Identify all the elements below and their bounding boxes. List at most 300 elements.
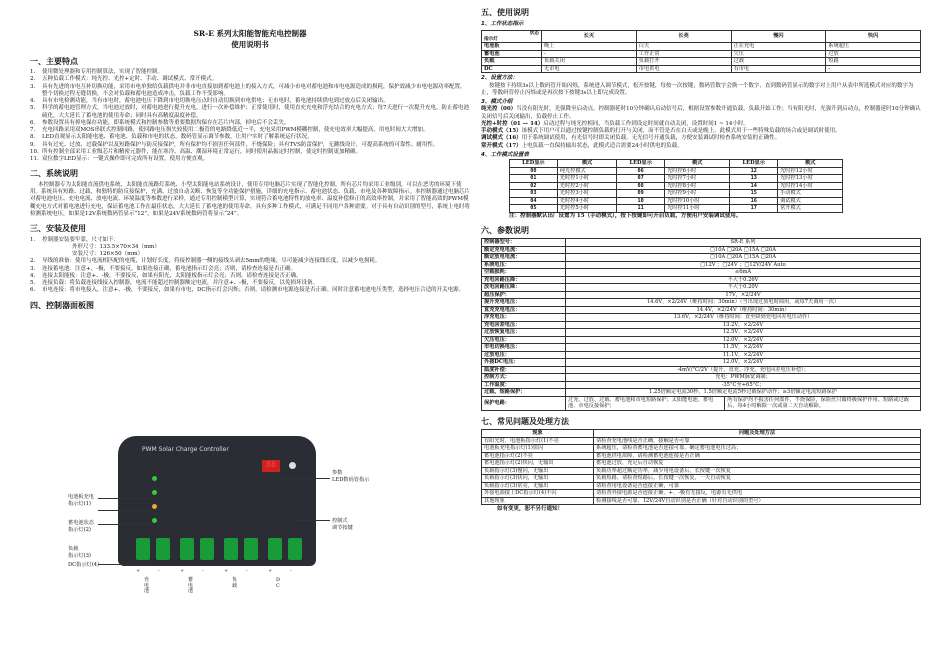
mode-key: 手动模式（15）: [481, 128, 522, 135]
feature-text: 充电回路采用双MOS串联式控制回路，使回路电压损失较使用二极管的电路降低近一半，充电采用PWM模糊控制，使充电效率大幅提高，用电时间大大增加。: [42, 127, 429, 134]
mode-cell: 02: [510, 182, 558, 190]
callout-button: 控制式 调节按键: [332, 518, 353, 531]
callout-battery: 蓄电池状态 指示灯(2): [68, 520, 94, 533]
status-header-row: [482, 30, 921, 42]
mode-cell: 14: [730, 182, 778, 190]
mode-cell: 07: [617, 175, 665, 183]
feature-item: [30, 105, 470, 120]
param-row: [482, 299, 921, 307]
terminal-sign: -: [246, 568, 248, 574]
mode-header: 模式: [778, 160, 843, 168]
terminal-3[interactable]: [180, 538, 194, 560]
param-row: [482, 239, 921, 247]
title-line2: 使用说明书: [231, 40, 269, 50]
mode-cell: 00: [510, 167, 558, 175]
callout-pv: 电池板充电 指示灯(1): [68, 494, 94, 507]
feature-number: 2.: [30, 76, 36, 83]
faq-cell: 有阳光时，电池板指示灯(1)不亮: [482, 437, 594, 445]
param-row: [482, 269, 921, 277]
mode-cell: 16: [730, 197, 778, 205]
install-text: 连接负载：将负载连接线接入控制器，电流不能超过控制器额定电流，并注意+、-极，不要接反，以免损坏设备。: [42, 280, 318, 287]
mode-description: [481, 135, 921, 142]
param-row: [482, 276, 921, 284]
install-text: 导线的准备：使用与电流相匹配的电缆，计划好长度，将接控制器一侧的接线头剥去5mm的绝缘，尽可能减少连接线长度，以减少电损耗。: [42, 258, 381, 265]
callout-param: 参数 LED数码管指示: [332, 470, 370, 483]
status-cell: 蓄电池: [482, 50, 542, 58]
system-description: 本控制器专为太阳能直流供电系统、太阳能直流路灯系统、小型太阳能电站系统设计，使用专用电脑芯片实现了智能化控制。所有芯片均采用工业级别，可以在恶劣的环境下使用。系统具有短路、过载、和独特的防反接保护，充满、过放自动关断、恢复等全功能保护措施，详细的充电指示、蓄电池状态、负载、市电及各种故障指示。本控制器通过电脑芯片对蓄电池电压、充电电流、放电电流、环境温度等参数进行采样，通过专用控制模型计算，实现符合蓄电池特性的放电率、温度补偿修正的高效率控制，并采用了智能高效的PWM模糊充电方式对蓄电池进行充电，保证蓄电池工作在最佳状态，大大延长了蓄电池的使用寿命。具有多种工作模式，可满足不同用户各种需要。对于具有自动识别的型号，系统上电时将检测系统电压，如果是12V系统数码管显示“12”，如果是24V系统数码管将显示“24”。: [30, 181, 471, 217]
mode-value: 启动过程与纯光控相同，当负载工作到设定时间就自动关闭，设置时间1 ~ 14小时。: [543, 120, 749, 127]
mode-cell: 常开模式: [778, 205, 843, 213]
param-row: [482, 351, 921, 359]
install-number: 1.: [30, 236, 36, 243]
mode-row: [510, 182, 843, 190]
mode-cell: 调试模式: [778, 197, 843, 205]
faq-cell: 系统超压，请检查蓄电池是否连接可靠，确定蓄电池电压过高；: [594, 445, 921, 453]
protect-cell: [566, 396, 921, 410]
mode-cell: 光时控14小时: [778, 182, 843, 190]
param-value: □10A □20A □15A □20A: [566, 254, 921, 262]
device-brand: PWM Solar Charge Controller: [142, 446, 229, 453]
param-label: 充电回路压降：: [482, 276, 566, 284]
param-row: [482, 366, 921, 374]
faq-cell: 外接电源接上DC指示灯(4)不闪: [482, 490, 594, 498]
feature-text: 科学的蓄电池管理方式，当电池过放时，对蓄电池进行提升充电，进行一次补偿维护；正常使用时，使用直充充电和浮充结合的充电方式；每7天进行一次提升充电，防止蓄电池硫化，大大延长了蓄电池的使用寿命；同时具有高精度温度补偿。: [42, 105, 470, 119]
feature-number: 5.: [30, 105, 36, 112]
features-list: [30, 69, 470, 163]
status-cell: 正在充电: [731, 43, 826, 51]
faq-row: [482, 460, 921, 468]
install-item: [30, 237, 470, 244]
mode-header: LED显示: [510, 160, 558, 168]
feature-text: 参数设置具有掉电保存功能，即系统模式和控制参数等重要数据均保存在芯片内部，掉电后不会丢失。: [42, 119, 290, 126]
param-label: 欠压电压：: [482, 336, 566, 344]
feature-item: [30, 76, 470, 83]
faq-cell: 请检查充电池线是否正确，接触是否可靠: [594, 437, 921, 445]
callout-line-battery: [98, 510, 152, 511]
status-header: 长亮: [636, 30, 731, 42]
status-cell: 系统超压: [826, 43, 921, 51]
mode-description: [481, 106, 921, 121]
terminal-4[interactable]: [200, 538, 214, 560]
terminal-label: 蓄电池: [188, 577, 194, 594]
control-button[interactable]: [289, 462, 296, 469]
mode-value: 当没有阳光时，光强降至启动点，控制器延时10分钟确认启动信号后，根据设置参数开通负载，负载开始工作；当有阳光时，光强升到启动点，控制器延时10分钟确认关闭信号后关闭输出，负载停止工作。: [481, 106, 921, 120]
param-label: 控制器型号：: [482, 239, 566, 247]
param-label: 保护电路：: [482, 396, 566, 410]
faq-header-row: [482, 430, 921, 438]
faq-cell: 负载指示灯(3)快闪，无输出: [482, 475, 594, 483]
mode-header: 模式: [665, 160, 730, 168]
mode-cell: 光时控8小时: [665, 182, 730, 190]
param-value: 11.1V，×2/24V: [566, 351, 921, 359]
mode-key: 常开模式（17）: [481, 142, 522, 149]
mode-table: [509, 159, 843, 213]
terminal-label: 充电池: [144, 577, 150, 594]
controller-device: [118, 436, 316, 566]
feature-text: 具有过充、过放、过载保护以及短路保护与防反接保护，所有保护均不损害任何部件，不烧保险；具有TVS防雷保护，无跳线设计，可提高系统的可靠性、耐用性。: [42, 141, 439, 148]
param-label: 系统电压：: [482, 261, 566, 269]
callout-line-dc: [98, 564, 152, 565]
mode-header: LED显示: [617, 160, 665, 168]
mode-cell: 光时控1小时: [557, 175, 617, 183]
param-row: [482, 374, 921, 382]
feature-number: 8.: [30, 134, 36, 141]
mode-cell: 光时控2小时: [557, 182, 617, 190]
param-label: 提升充电电压：: [482, 299, 566, 307]
mode-cell: 13: [730, 175, 778, 183]
callout-line-pv: [98, 498, 152, 499]
status-cell: DC: [482, 65, 542, 73]
mode-note: 注：控制器默认出厂设置为 15（手动模式），按下按键即可开启负载，方便用户安装调试使用。: [509, 212, 742, 219]
section-usage-heading: 五、使用说明: [481, 8, 529, 17]
corner-bottom: 指示灯: [484, 36, 498, 42]
feature-item: [30, 142, 470, 149]
mode-header: 模式: [557, 160, 617, 168]
mode-cell: 01: [510, 175, 558, 183]
param-value: 不大于0.20V: [566, 284, 921, 292]
mode-cell: 光时控11小时: [665, 205, 730, 213]
indicator-battery: [152, 490, 157, 495]
feature-number: 3.: [30, 83, 36, 90]
mode-cell: 03: [510, 190, 558, 198]
mode-description: [481, 121, 921, 128]
param-label: 过放恢复电压：: [482, 329, 566, 337]
param-row: [482, 314, 921, 322]
terminal-sign: +: [136, 568, 141, 574]
install-text: 外形尺寸：133.5×70×34（mm）: [72, 243, 160, 250]
param-row: [482, 329, 921, 337]
install-number: 4.: [30, 272, 36, 279]
left-column: [30, 28, 470, 313]
param-label: 温度补偿：: [482, 366, 566, 374]
faq-row: [482, 482, 921, 490]
section-panel-heading: 四、控制器面板图: [30, 300, 94, 310]
install-text: 连接太阳能板：注意+、-极，不要接反，如果有阳光，太阳能板指示灯会亮；否则，请检查连接是否正确。: [42, 272, 302, 279]
status-cell: -: [542, 50, 637, 58]
param-label: 市电切换电压：: [482, 344, 566, 352]
mode-cell: 04: [510, 197, 558, 205]
section-features-heading: 一、主要特点: [30, 56, 78, 66]
param-label: 过放电压：: [482, 351, 566, 359]
feature-text: LED直观显示太阳能电池、蓄电池、负载和市电的状态，数码管显示调节参数，让用户实时了解系统运行状况。: [42, 134, 313, 141]
param-label: 浮充电压：: [482, 314, 566, 322]
status-row: [482, 50, 921, 58]
param-value: 1.25倍额定电流30秒，1.5倍额定电流5秒过载保护动作；≥3倍额定电流短路保护: [566, 389, 921, 397]
status-row: [482, 58, 921, 66]
mode-description: [481, 143, 921, 150]
param-value: 充电：PWM脉宽调制；: [566, 374, 921, 382]
terminal-sign: +: [180, 568, 185, 574]
led-display: 88: [262, 460, 280, 472]
set-method-text: 按键按下持续3s以上数码管开始闪烁，系统进入调节模式，松开按键，每按一次按键，数码管数字会换一个数字，直到数码管显示的数字对上用户从表中所选模式对应的数字为止，等数码管停止闪烁或是再次按下按键3s以上即完成设置。: [481, 82, 914, 96]
mode-row: [510, 167, 843, 175]
faq-cell: 负载短路，请检查短路后，长按键一次恢复，一天自动恢复: [594, 475, 921, 483]
faq-cell: 负载指示灯(3)常亮，无输出: [482, 482, 594, 490]
param-row: [482, 246, 921, 254]
param-label: 空载损耗：: [482, 269, 566, 277]
faq-row: [482, 467, 921, 475]
param-label: 充电回差电压：: [482, 321, 566, 329]
param-label: 外接DC电压：: [482, 359, 566, 367]
param-row: [482, 336, 921, 344]
params-table: [481, 238, 921, 411]
status-header: 慢闪: [731, 30, 826, 42]
section-params-heading: 六、参数说明: [481, 225, 529, 235]
callout-load: 负载 指示灯(3): [68, 546, 91, 559]
status-cell: 无市电: [542, 65, 637, 73]
install-number: 6.: [30, 287, 36, 294]
callout-line-button: [296, 520, 330, 521]
terminal-labels: [130, 578, 330, 618]
terminal-5[interactable]: [224, 538, 238, 560]
indicator-load: [152, 504, 157, 509]
param-value: 13.6V，×2/24V（维持时间：直至降到充电回差电压动作）: [566, 314, 921, 322]
faq-cell: 电池板充电指示灯(1)快闪: [482, 445, 594, 453]
param-label: 额定充电电流：: [482, 246, 566, 254]
faq-cell: 蓄电池过放，充足后自动恢复: [594, 460, 921, 468]
terminal-2[interactable]: [156, 538, 170, 560]
param-row: [482, 254, 921, 262]
mode-cell: 纯光控模式: [557, 167, 617, 175]
feature-number: 1.: [30, 69, 36, 76]
mode-cell: 05: [510, 205, 558, 213]
indicator-pv: [152, 476, 157, 481]
status-header: 快闪: [826, 30, 921, 42]
mode-header: LED显示: [730, 160, 778, 168]
terminal-sign: -: [158, 568, 160, 574]
terminal-sign: +: [268, 568, 273, 574]
terminal-signs: [136, 568, 316, 576]
feature-text: 使用微处理器和专用控制算法，实现了智能控制。: [42, 69, 164, 76]
param-value: □12V ；□24V ；□12V/24V Auto: [566, 261, 921, 269]
feature-number: 4.: [30, 98, 36, 105]
status-corner: [482, 30, 542, 42]
mode-value: 用于系统调试使用，有光信号时即关闭负载，无光信号开通负载，方便安装调试时检查系统安装的正确性。: [521, 135, 781, 142]
mode-cell: 11: [617, 205, 665, 213]
mode-intro-subheading: 3、模式介绍: [481, 99, 513, 106]
status-cell: 短路: [826, 58, 921, 66]
param-value: 不大于0.26V: [566, 276, 921, 284]
faq-cell: 蓄电池指示灯(2)不亮: [482, 452, 594, 460]
param-value: 12.0V，×2/24V: [566, 336, 921, 344]
protect-right: 所有保护均不损害任何部件，不烧保险，保险丝只做终极保护作用。短路或过载后，每4小时解除一次或第二天自动解除。: [727, 396, 909, 410]
status-cell: 负载打开: [636, 58, 731, 66]
mode-header-row: [510, 160, 843, 168]
param-row: [482, 291, 921, 299]
install-text: 控制器安装要牢靠，尺寸如下：: [42, 236, 120, 243]
mode-cell: 光时控4小时: [557, 197, 617, 205]
mode-cell: 光时控10小时: [665, 197, 730, 205]
status-cell: 负载关闭: [542, 58, 637, 66]
title-line1: SR-E 系列太阳能智能充电控制器: [193, 29, 307, 38]
param-label: 过载、短路保护：: [482, 389, 566, 397]
terminal-sign: +: [224, 568, 229, 574]
faq-header: 现象: [482, 430, 594, 438]
mode-row: [510, 190, 843, 198]
status-cell: 负载: [482, 58, 542, 66]
status-cell: 晚上: [542, 43, 637, 51]
faq-cell: 其他现象: [482, 497, 594, 505]
mode-row: [510, 197, 843, 205]
status-cell: 市电供电: [636, 65, 731, 73]
param-label: 超压保护：: [482, 291, 566, 299]
mode-value: 该模式下用户可以通过按键控制负载的打开与关闭，而不管是否在白天或是晚上。此模式用于一些特殊负载的场合或是调试时使用。: [521, 128, 841, 135]
feature-number: 9.: [30, 141, 36, 148]
status-cell: 欠压: [731, 50, 826, 58]
feature-number: 11.: [30, 156, 39, 163]
feature-text: 具有先进的市电互补切换功能，采用市电单独给负载供电并非市电直接加到蓄电池上的接入方式，可减小市电对蓄电池和市电电源造成的损耗，保护效减少市电电源功率配置，整个切换过程无缝切换，不会对负载和蓄电池造成冲击，负载工作不受影响。: [42, 83, 466, 97]
install-number: 5.: [30, 280, 36, 287]
status-cell: 电池板: [482, 43, 542, 51]
callout-dc: DC指示灯(4): [68, 562, 100, 568]
faq-cell: 负载指示灯(3)慢闪，无输出: [482, 467, 594, 475]
mode-cell: 手动模式: [778, 190, 843, 198]
mode-row: [510, 205, 843, 213]
status-cell: -: [826, 65, 921, 73]
footer-note: 如有变更，恕不另行通知！: [497, 506, 564, 513]
param-row: [482, 261, 921, 269]
faq-table: [481, 429, 921, 505]
feature-number: 10.: [30, 148, 39, 155]
param-label: 放电回路压降：: [482, 284, 566, 292]
install-number: 3.: [30, 265, 36, 272]
param-value: SR-E 系列: [566, 239, 921, 247]
mode-cell: 光时控5小时: [557, 205, 617, 213]
status-cell: 有市电: [731, 65, 826, 73]
status-cell: 白天: [636, 43, 731, 51]
status-row: [482, 65, 921, 73]
mode-cell: 08: [617, 182, 665, 190]
param-row: [482, 344, 921, 352]
feature-item: [30, 134, 470, 141]
feature-text: 具有市电检测功能，当有市电时，蓄电池电压下降到市电切换电压点时自动切换到市电供电；无市电时，蓄电池持续供电到过放点后关闭输出。: [42, 98, 389, 105]
param-value: 14.6V，×2/24V（维持时间：30min）（当出现过放电时调用，或每7天调用一次）: [566, 299, 921, 307]
faq-row: [482, 475, 921, 483]
status-row: [482, 43, 921, 51]
callout-line-load: [98, 524, 152, 525]
mode-cell: 光时控6小时: [665, 167, 730, 175]
feature-number: 6.: [30, 119, 36, 126]
indicator-dc: [152, 518, 157, 523]
param-value: 13.2V，×2/24V: [566, 321, 921, 329]
param-value: 12.0V，×2/24V: [566, 359, 921, 367]
param-row: [482, 284, 921, 292]
faq-row: [482, 437, 921, 445]
mode-cell: 光时控7小时: [665, 175, 730, 183]
param-value: 12.5V，×2/24V: [566, 329, 921, 337]
set-method-subheading: 2、设置方法：: [481, 75, 518, 82]
param-label: 控制方式：: [482, 374, 566, 382]
install-list: [30, 237, 470, 295]
protect-inner: [566, 397, 920, 410]
feature-item: [30, 149, 470, 156]
protect-left: 过充、过放、过载、蓄电池和市电短路保护；太阳能电池、蓄电池、市电反接保护；: [566, 397, 725, 410]
mode-cell: 15: [730, 190, 778, 198]
install-number: [60, 244, 72, 251]
feature-text: 五种负载工作模式：纯光控、光控+定时、手动、调试模式、常开模式。: [42, 76, 218, 83]
param-value: □10A □20A □15A □20A: [566, 246, 921, 254]
param-value: ≤6mA: [566, 269, 921, 277]
param-row: [482, 381, 921, 389]
section-install-heading: 三、安装及使用: [30, 224, 86, 234]
faq-row: [482, 490, 921, 498]
faq-row: [482, 452, 921, 460]
mode-cell: 09: [617, 190, 665, 198]
param-value: 14.4V，×2/24V（维持时间：30min）: [566, 306, 921, 314]
install-item: [30, 266, 470, 273]
feature-item: [30, 120, 470, 127]
feature-text: 双位数字LED显示：一键式操作即可完成所有设置，使用方便直观。: [42, 156, 209, 163]
section-system-heading: 二、系统说明: [30, 169, 78, 179]
section-faq-heading: 七、常见问题及处理方法: [481, 416, 569, 426]
mode-cell: 光时控9小时: [665, 190, 730, 198]
mode-key: 光控+时控（01 — 14）: [481, 120, 544, 127]
status-header: 长灭: [542, 30, 637, 42]
mode-cell: 17: [730, 205, 778, 213]
terminal-sign: -: [202, 568, 204, 574]
corner-top: 状态: [529, 30, 539, 36]
terminal-6[interactable]: [244, 538, 258, 560]
faq-header: 问题及处理方法: [594, 430, 921, 438]
faq-cell: 负载功率超过额定功率，减少用电设备后，长按键一次恢复: [594, 467, 921, 475]
mode-cell: 光时控13小时: [778, 175, 843, 183]
mode-cell: 06: [617, 167, 665, 175]
faq-cell: 检测接线是否可靠，12V/24V自动识别是否正确（针对自动识别的型号）: [594, 497, 921, 505]
mode-table-subheading: 4、工作模式设置表: [481, 151, 529, 158]
param-row: [482, 321, 921, 329]
param-row: [482, 359, 921, 367]
param-value: -35°C至+65°C；: [566, 381, 921, 389]
param-row: [482, 389, 921, 397]
mode-key: 纯光控（00）: [481, 106, 517, 113]
param-label: 直充充电电压：: [482, 306, 566, 314]
mode-cell: 光时控12小时: [778, 167, 843, 175]
callout-line-param: [282, 478, 330, 479]
terminal-label: 负载: [232, 577, 238, 589]
param-label: 额定放电电流：: [482, 254, 566, 262]
faq-row: [482, 445, 921, 453]
status-subheading: 1、工作状态指示: [481, 20, 524, 27]
param-row: [482, 306, 921, 314]
param-label: 工作温度：: [482, 381, 566, 389]
right-column: [481, 8, 921, 514]
terminal-8[interactable]: [288, 538, 302, 560]
faq-cell: 请检查用电设备是否连接正确，可靠: [594, 482, 921, 490]
status-cell: 工作正常: [636, 50, 731, 58]
install-text: 市电连接：将市电接入，注意+、-极，不要接反，如果有市电，DC指示灯会闪烁；否则，请检测市电源连接是否正确。同时注意蓄电池电压类型，选择电压合适的开关电源。: [42, 287, 465, 294]
terminal-label: DC: [276, 577, 281, 589]
terminal-sign: -: [290, 568, 292, 574]
mode-cell: 光时控3小时: [557, 190, 617, 198]
param-value: -4mV/°C/2V（提升、直充、浮充、充电回差电压补偿）；: [566, 366, 921, 374]
install-item: [30, 258, 470, 265]
install-text: 连接蓄电池：注意+、-极，不要接反，如果连接正确，蓄电池指示灯会亮；否则，请检查连接是否正确。: [42, 265, 296, 272]
status-table: [481, 30, 921, 73]
terminal-7[interactable]: [268, 538, 282, 560]
terminal-1[interactable]: [136, 538, 150, 560]
param-value: 17V，×2/24V: [566, 291, 921, 299]
mode-key: 调试模式（16）: [481, 135, 522, 142]
mode-descriptions: [481, 106, 921, 150]
mode-value: 上电负载一直保持输出状态，此模式适合需要24小时供电的负载。: [521, 142, 683, 149]
status-cell: 过放: [826, 50, 921, 58]
param-value: 11.5V，×2/24V: [566, 344, 921, 352]
install-text: 安装尺寸：126×50（mm）: [72, 251, 144, 258]
install-number: 2.: [30, 258, 36, 265]
feature-number: 7.: [30, 127, 36, 134]
faq-row: [482, 497, 921, 505]
faq-cell: 请检查外接电源是否连接正确、+、-极有无接反，电源有无供电: [594, 490, 921, 498]
